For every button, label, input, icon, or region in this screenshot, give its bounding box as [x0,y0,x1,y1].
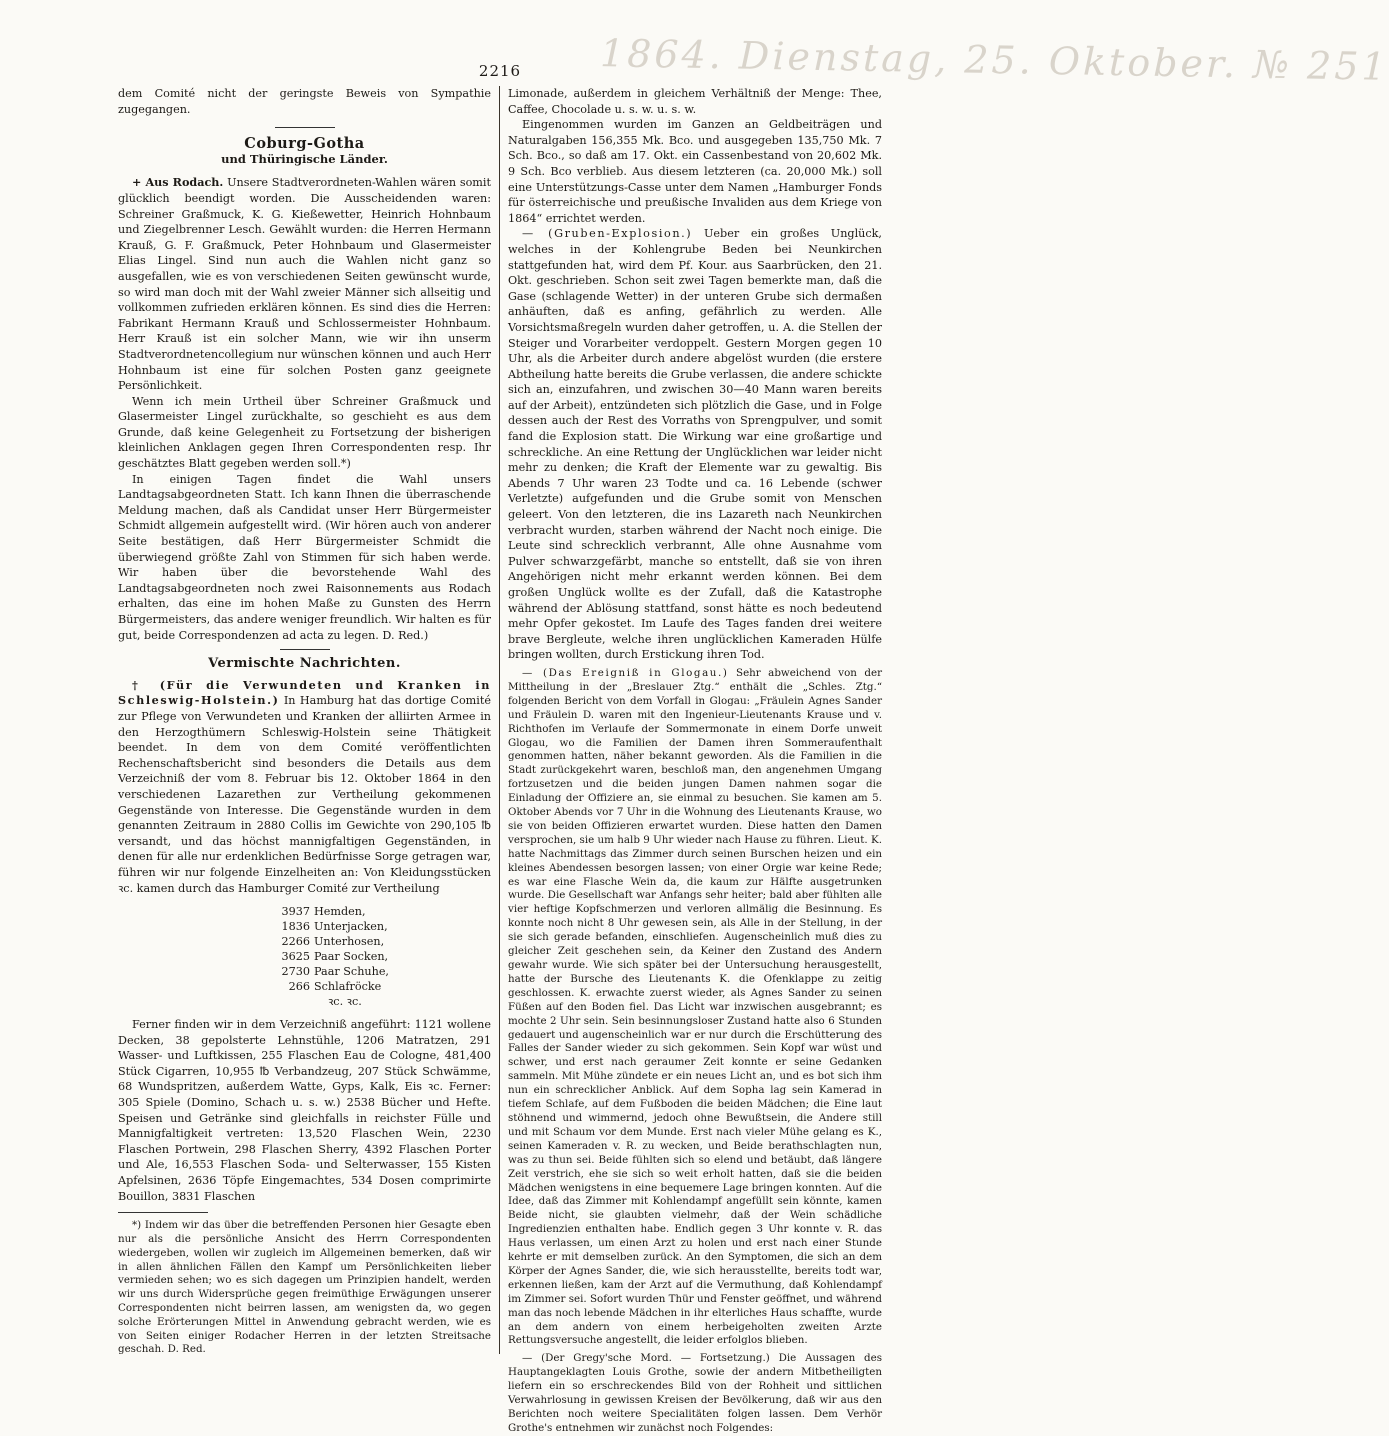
section-rule [275,127,335,128]
section-subtitle: und Thüringische Länder. [221,151,388,166]
continued-paragraph: Limonade, außerdem in gleichem Verhältniß der Menge: Thee, Caffee, Chocolade u. s. w. u. s. w. [508,87,882,116]
list-item: 266 Schlafröcke [288,980,382,994]
left-column [118,86,491,1357]
article-paragraph: Wenn ich mein Urtheil über Schreiner Graßmuck und Glasermeister Lingel zurückhalte, so geschieht es aus dem Grunde, daß keine Gelegenheit zu Fortsetzung der bisherigen kleinlichen Anklagen gegen Ihren Correspondenten resp. Ihr geschätztes Blatt gegeben werden soll.*) [118,394,491,471]
list-item: 3937 Hemden, [281,905,366,919]
continued-paragraph: dem Comité nicht der geringste Beweis von Sympathie zugegangen. [118,87,491,116]
article-text: Ueber ein großes Unglück, welches in der Kohlengrube Beden bei Neunkirchen stattgefunden hat, wird dem Pf. Kour. aus Saarbrücken, den 21. Okt. geschrieben. Schon seit zwei Tagen bemerkte man, daß die Gase (schlagende Wetter) in der unteren Grube sich dermaßen anhäuften, daß es anfing, gefährlich zu werden. Alle Vorsichtsmaßregeln wurden daher getroffen, u. A. die Stellen der Steiger und Vorarbeiter verdoppelt. Gestern Morgen gegen 10 Uhr, als die Arbeiter durch andere abgelöst wurden (die erstere Abtheilung hatte bereits die Grube verlassen, die andere schickte sich an, einzufahren, und zwischen 30—40 Mann waren bereits auf der Arbeit), entzündeten sich plötzlich die Gase, und in Folge dessen auch der Rest des Vorraths von Sprengpulver, und somit fand die Explosion statt. Die Wirkung war eine großartige und schreckliche. An eine Rettung der Unglücklichen war leider nicht mehr zu denken; die Kraft der Elemente war zu gewaltig. Bis Abends 7 Uhr waren 23 Todte und ca. 16 Lebende (schwer Verletzte) aufgefunden und die Grube somit von Menschen geleert. Von den letzteren, die ins Lazareth nach Neunkirchen verbracht wurden, starben während der Nacht noch einige. Die Leute sind schrecklich verbrannt, Alle ohne Ausnahme vom Pulver schwarzgefärbt, manche so entstellt, daß sie von ihren Angehörigen nicht mehr erkannt werden können. Bei dem großen Unglück wollte es der Zufall, daß die Katastrophe während der Ablösung stattfand, sonst hätte es noch bedeutend mehr Opfer gekostet. Im Laufe des Tages fanden drei weitere brave Bergleute, welche ihren unglücklichen Kameraden Hülfe bringen wollten, durch Erstickung ihren Tod. [508,227,882,662]
article-paragraph: Ferner finden wir in dem Verzeichniß angeführt: 1121 wollene Decken, 38 gepolsterte Lehnstühle, 1206 Matratzen, 291 Wasser- und Luftkissen, 255 Flaschen Eau de Cologne, 481,400 Stück Cigarren, 10,955 ℔ Verbandzeug, 207 Stück Schwämme, 68 Wundspritzen, außerdem Watte, Gyps, Kalk, Eis ꝛc. Ferner: 305 Spiele (Domino, Schach u. s. w.) 2538 Bücher und Hefte. Speisen und Getränke sind gleichfalls in reichster Fülle und Mannigfaltigkeit vertreten: 13,520 Flaschen Wein, 2230 Flaschen Portwein, 298 Flaschen Sherry, 4392 Flaschen Porter und Ale, 16,553 Flaschen Soda- und Selterwasser, 155 Kisten Apfelsinen, 2636 Töpfe Eingemachtes, 534 Dosen comprimirte Bouillon, 3831 Flaschen [118,1018,491,1203]
article-paragraph: Eingenommen wurden im Ganzen an Geldbeiträgen und Naturalgaben 156,355 Mk. Bco. und ausgegeben 135,750 Mk. 7 Sch. Bco., so daß am 17. Okt. ein Cassenbestand von 20,602 Mk. 9 Sch. Bco verblieb. Aus diesem letzteren (ca. 20,000 Mk.) soll eine Unterstützungs-Casse unter dem Namen „Hamburger Fonds für österreichische und preußische Invaliden aus dem Kriege von 1864“ errichtet werden. [508,118,882,225]
article-text: Unsere Stadtverordneten-Wahlen wären somit glücklich beendigt worden. Die Ausscheidenden waren: Schreiner Graßmuck, K. G. Kießewetter, Heinrich Hohnbaum und Ziegelbrenner Lesch. Gewählt wurden: die Herren Hermann Krauß, G. F. Graßmuck, Peter Hohnbaum und Glasermeister Elias Lingel. Sind nun auch die Wahlen nicht ganz so ausgefallen, wie es von verschiedenen Seiten gewünscht wurde, so wird man doch mit der Wahl zweier Männer sich allseitig und vollkommen zufrieden erklären können. Es sind dies die Herren: Fabrikant Hermann Krauß und Schlossermeister Hohnbaum. Herr Krauß ist ein solcher Mann, wie wir ihn unserm Stadtverordnetencollegium nur wünschen können und auch Herr Hohnbaum ist eine für solchen Posten ganz geeignete Persönlichkeit. [118,176,491,393]
article-rodach [118,175,491,393]
list-item: 3625 Paar Socken, [281,950,389,964]
section-title-coburg: Coburg-Gotha [244,135,365,153]
list-etc: ꝛc. ꝛc. [328,995,362,1009]
article-gregy [508,1352,882,1435]
article-hamburg [118,678,491,896]
footnote-rule [118,1212,208,1213]
article-lead: — (Das Ereigniß in Glogau.) [522,666,729,679]
article-text: Die Aussagen des Hauptangeklagten Louis Grothe, sowie der andern Mitbetheiligten liefern ein so erschreckendes Bild von der Rohheit und sittlichen Verwahrlosung in gewissen Kreisen der Bevölkerung, daß wir aus den Berichten noch weitere Specialitäten folgen lassen. Dem Verhör Grothe's entnehmen wir zunächst noch Folgendes: [508,1352,882,1434]
section-rule [280,649,330,650]
column-divider [499,86,500,1354]
list-item: 2730 Paar Schuhe, [281,965,389,979]
page-number: 2216 [478,62,522,80]
article-paragraph: In einigen Tagen findet die Wahl unsers Landtagsabgeordneten Statt. Ich kann Ihnen die überraschende Meldung machen, daß als Candidat unser Herr Bürgermeister Schmidt allgemein aufgestellt wird. (Wir hören auch von anderer Seite bestätigen, daß Herr Bürgermeister Schmidt die überwiegend größte Zahl von Stimmen für sich haben werde. Wir haben über die bevorstehende Wahl des Landtagsabgeordneten noch zwei Raisonnements aus Rodach erhalten, das eine im hohen Maße zu Gunsten des Herrn Bürgermeisters, das andere weniger freundlich. Wir halten es für gut, beide Correspondenzen ad acta zu legen. D. Red.) [118,472,491,642]
article-text: Sehr abweichend von der Mittheilung in der „Breslauer Ztg.“ enthält die „Schles. Ztg.“ folgenden Bericht von dem Vorfall in Glogau: „Fräulein Agnes Sander und Fräulein D. waren mit den Ingenieur-Lieutenants Krause und v. Richthofen im Verlaufe der Sommermonate in einem Dorfe unweit Glogau, wo die Familien der Damen ihren Sommeraufenthalt genommen hatten, näher bekannt geworden. Als die Familien in die Stadt zurückgekehrt waren, beschloß man, den angenehmen Umgang fortzusetzen und die beiden jungen Damen nahmen sogar die Einladung der Offiziere an, sie einmal zu besuchen. Sie kamen am 5. Oktober Abends vor 7 Uhr in die Wohnung des Lieutenants Krause, wo sie von beiden Offizieren erwartet wurden. Diese hatten den Damen versprochen, sie um halb 9 Uhr wieder nach Hause zu führen. Lieut. K. hatte Nachmittags das Zimmer durch seinen Burschen heizen und ein kleines Abendessen besorgen lassen; von einer Orgie war keine Rede; es war eine Flasche Wein da, die kaum zur Hälfte ausgetrunken wurde. Die Gesellschaft war Anfangs sehr heiter; bald aber fühlten alle vier heftige Kopfschmerzen und verloren allmälig die Besinnung. Es konnte noch nicht 8 Uhr gewesen sein, als Alle in der Stellung, in der sie sich gerade befanden, einschliefen. Augenscheinlich muß dies zu gleicher Zeit geschehen sein, da Keiner den Zustand des Andern gewahr wurde. Wie sich später bei der Untersuchung herausgestellt, hatte der Bursche des Lieutenants K. die Ofenklappe zu zeitig geschlossen. K. erwachte zuerst wieder, als Agnes Sander zu seinen Füßen auf den Boden fiel. Das Licht war inzwischen ausgebrannt; es mochte 2 Uhr sein. Sein besinnungsloser Zustand hatte also 6 Stunden gedauert und augenscheinlich war er nur durch die Erschütterung des Falles der Sander wieder zu sich gekommen. Sein Kopf war wüst und schwer, und erst nach geraumer Zeit konnte er seine Gedanken sammeln. Mit Mühe zündete er ein neues Licht an, und es bot sich ihm nun ein schrecklicher Anblick. Auf dem Sopha lag sein Kamerad in tiefem Schlafe, auf dem Fußboden die beiden Mädchen; die Eine laut stöhnend und wimmernd, jedoch ohne Bewußtsein, die Andere still und mit Schaum vor dem Munde. Erst nach vieler Mühe gelang es K., seinen Kameraden v. R. zu wecken, und Beide berathschlagten nun, was zu thun sei. Beide fühlten sich so elend und betäubt, daß längere Zeit verstrich, ehe sie sich so weit erholt hatten, daß sie die beiden Mädchen wenigstens in eine bequemere Lage bringen konnten. Auf die Idee, daß das Zimmer mit Kohlendampf angefüllt sein könnte, kamen Beide nicht, sie glaubten vielmehr, daß der Wein schädliche Ingredienzien enthalten habe. Endlich gegen 3 Uhr konnte v. R. das Haus verlassen, um einen Arzt zu holen und erst nach einer Stunde kehrte er mit demselben zurück. An den Symptomen, die sich an dem Körper der Agnes Sander, die, wie sich herausstellte, bereits todt war, erkennen ließen, kam der Arzt auf die Vermuthung, daß Kohlendampf im Zimmer sei. Sofort wurden Thür und Fenster geöffnet, und während man das noch lebende Mädchen in ihr elterliches Haus schaffte, wurde an dem andern von einem herbeigeholten zweiten Arzte Rettungsversuche angestellt, die leider erfolglos blieben. [508,666,882,1347]
dateline: + Aus Rodach. [132,175,224,190]
footnote: *) Indem wir das über die betreffenden Personen hier Gesagte eben nur als die persönliche Ansicht des Herrn Correspondenten wiedergeben, wollen wir zugleich im Allgemeinen bemerken, daß wir in allen ähnlichen Fällen den Kampf um Persönlichkeiten lieber vermieden sehen; wo es sich dagegen um Prinzipien handelt, werden wir uns durch Widersprüche gegen freimüthige Erwägungen unserer Correspondenten nicht beirren lassen, am wenigsten da, wo gegen solche Erörterungen Mittel in Anwendung gebracht werden, wie es von Seiten einiger Rodacher Herren in der letzten Streitsache geschah. D. Red. [118,1219,491,1356]
article-text: In Hamburg hat das dortige Comité zur Pflege von Verwundeten und Kranken der alliirten Armee in den Herzogthümern Schleswig-Holstein seine Thätigkeit beendet. In dem von dem Comité veröffentlichten Rechenschaftsbericht sind besonders die Details aus dem Verzeichniß der vom 8. Februar bis 12. Oktober 1864 in den verschiedenen Lazarethen zur Vertheilung gekommenen Gegenstände von Interesse. Die Gegenstände wurden in dem genannten Zeitraum in 2880 Collis im Gewichte von 290,105 ℔ versandt, und das höchst mannigfaltigen Gegenständen, in denen für alle nur erdenklichen Bedürfnisse Sorge getragen war, führen wir nur folgende Einzelheiten an: Von Kleidungsstücken ꝛc. kamen durch das Hamburger Comité zur Vertheilung [118,694,491,895]
article-glogau [508,667,882,1348]
list-item: 1836 Unterjacken, [281,920,388,934]
bleed-through-masthead: 1864. Dienstag, 25. Oktober. № 251 [599,31,1389,89]
article-lead: † (Für die Verwundeten und Kranken in Schleswig-Holstein.) [118,677,491,708]
items-list [268,904,491,1009]
article-explosion [508,226,882,663]
article-lead: — (Der Gregy'sche Mord. — Fortsetzung.) [522,1352,770,1365]
section-title-vermischte: Vermischte Nachrichten. [208,656,401,672]
list-item: 2266 Unterhosen, [281,935,385,949]
article-lead: — (Gruben-Explosion.) [522,227,693,241]
right-column [508,86,882,1436]
